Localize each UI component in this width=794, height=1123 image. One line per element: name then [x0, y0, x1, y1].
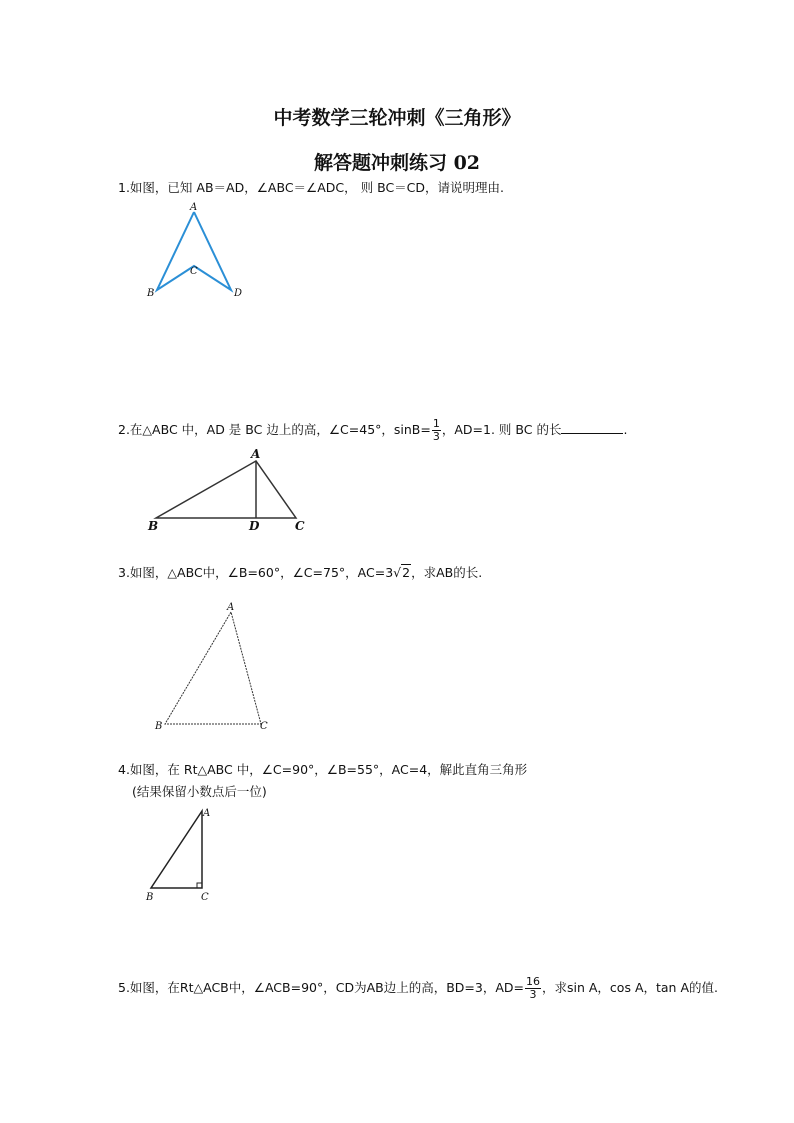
- figure-4-triangle: [151, 811, 202, 888]
- figure-2-label-c: C: [295, 519, 305, 533]
- figure-2-label-b: B: [148, 519, 159, 533]
- figure-2-label-d: D: [249, 519, 260, 533]
- question-5-frac-num: 16: [526, 975, 540, 988]
- question-3-radicand: 2: [402, 565, 411, 580]
- figure-2: [145, 447, 315, 537]
- figure-2-triangle: [156, 461, 296, 518]
- figure-1: [140, 200, 260, 305]
- figure-3-label-c: C: [260, 721, 268, 732]
- question-3-radical: 3√2: [385, 565, 411, 580]
- question-5-text-pre: 5.如图，在Rt△ACB中，∠ACB=90°，CD为AB边上的高，BD=3，AD=: [118, 980, 524, 995]
- figure-3-label-b: B: [155, 721, 163, 732]
- question-1: 1.如图，已知 AB＝AD，∠ABC＝∠ADC， 则 BC＝CD，请说明理由.: [118, 180, 505, 195]
- question-3-text-post: ，求AB的长.: [411, 565, 483, 580]
- question-2-fraction: [432, 418, 441, 443]
- answer-blank: [561, 421, 623, 434]
- figure-1-label-a: A: [190, 202, 198, 213]
- page-title: 中考数学三轮冲刺《三角形》: [273, 107, 521, 129]
- question-5-text-post: ，求sin A，cos A，tan A的值.: [542, 980, 718, 995]
- page-subtitle: 解答题冲刺练习 02: [313, 152, 481, 174]
- figure-2-label-a: A: [251, 447, 261, 461]
- question-2-frac-num: 1: [432, 417, 440, 430]
- question-4-line-2: (结果保留小数点后一位): [132, 784, 267, 799]
- figure-3-label-a: A: [227, 602, 235, 613]
- figure-4-label-b: B: [146, 892, 154, 903]
- figure-1-label-c: C: [190, 266, 198, 277]
- figure-3-triangle: [165, 612, 261, 724]
- question-2-text-pre: 2.在△ABC 中，AD 是 BC 边上的高，∠C=45°，sinB=: [118, 422, 431, 437]
- question-3-text-pre: 3.如图，△ABC中，∠B=60°，∠C=75°，AC=: [118, 565, 386, 580]
- question-2: [118, 418, 627, 443]
- question-2-text-post: ，AD=1. 则 BC 的长: [441, 422, 562, 437]
- question-3-coef: 3: [385, 565, 394, 580]
- figure-1-label-d: D: [234, 288, 243, 299]
- figure-3: [150, 600, 280, 735]
- question-5: [118, 976, 718, 1001]
- figure-1-outline: [157, 212, 231, 290]
- question-5-frac-den: 3: [529, 988, 537, 1001]
- question-4-line-1: 4.如图，在 Rt△ABC 中，∠C=90°，∠B=55°，AC=4，解此直角三角形: [118, 762, 528, 777]
- question-3: [118, 565, 482, 581]
- figure-4-label-a: A: [203, 808, 211, 819]
- figure-1-label-b: B: [147, 288, 155, 299]
- question-2-text-end: .: [623, 422, 628, 437]
- figure-4: [140, 805, 230, 905]
- question-2-frac-den: 3: [432, 430, 440, 443]
- question-5-fraction: [525, 976, 541, 1001]
- figure-4-label-c: C: [201, 892, 209, 903]
